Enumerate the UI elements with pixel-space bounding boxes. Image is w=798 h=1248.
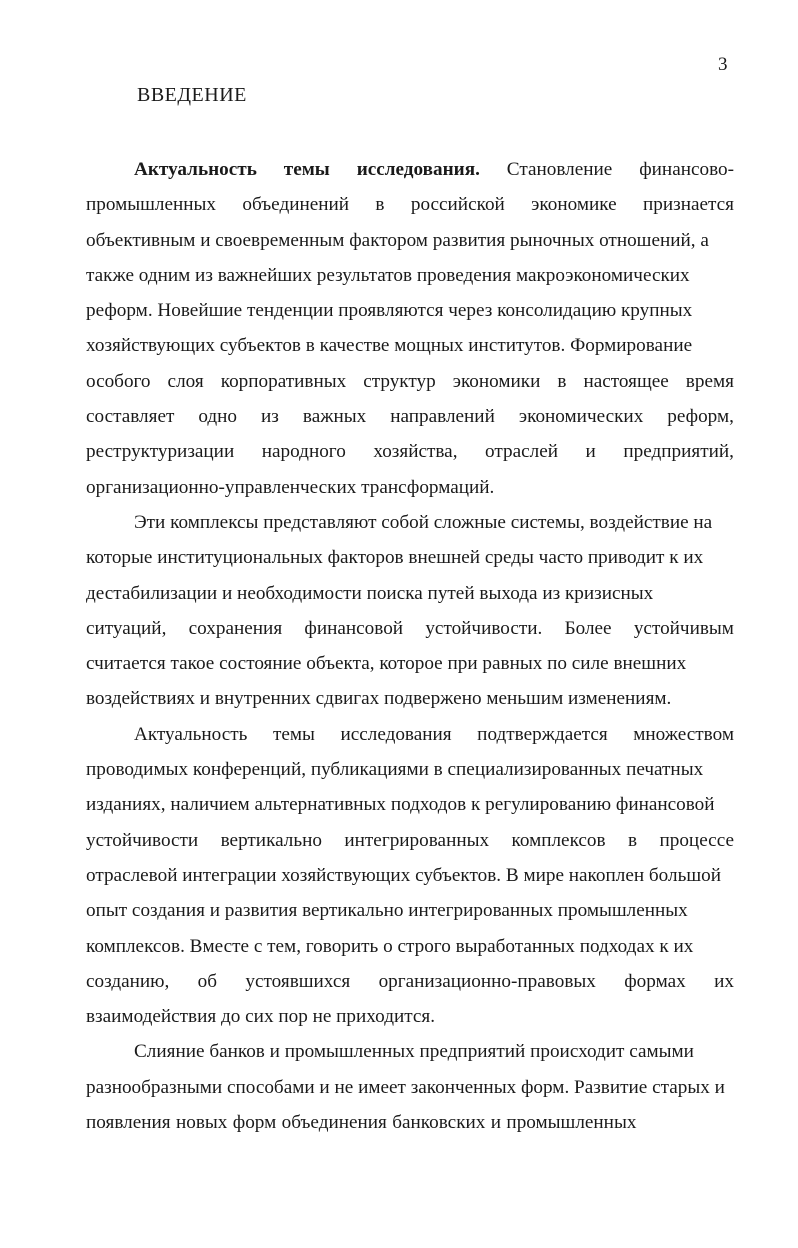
word: и: [585, 441, 596, 463]
paragraph-1-line: [86, 152, 734, 187]
word: Актуальность: [134, 159, 257, 180]
word: банковских: [392, 1112, 486, 1134]
paragraph-2-line: [86, 646, 734, 681]
paragraph-3-line: [86, 929, 734, 964]
word: отраслевой интеграции хозяйствующих субъектов. В мире накоплен большой: [86, 864, 721, 886]
word: об: [197, 970, 218, 992]
word: промышленных: [86, 194, 217, 216]
word: устойчивости: [86, 829, 199, 851]
word: в: [628, 829, 638, 851]
paragraph-1-line: [86, 364, 734, 399]
word: особого: [86, 370, 151, 392]
paragraph-4-line: [86, 1070, 734, 1105]
word: созданию,: [86, 970, 170, 992]
word: подтверждается: [477, 723, 608, 745]
paragraph-1-line: [86, 223, 734, 258]
paragraph-2-line: [86, 681, 734, 716]
word: Более: [564, 617, 612, 639]
word: сохранения: [188, 617, 283, 639]
paragraph-3-line: [86, 893, 734, 928]
word: Эти комплексы представляют собой сложные системы, воздействие на: [134, 511, 713, 533]
word: устойчивым: [633, 617, 734, 639]
word: организационно-правовых: [378, 970, 596, 992]
word: разнообразными способами и не имеет законченных форм. Развитие старых и: [86, 1076, 725, 1098]
word: важных: [302, 406, 367, 428]
word: слоя: [167, 370, 204, 392]
section-heading: ВВЕДЕНИЕ: [137, 84, 247, 106]
word: реформ,: [667, 406, 734, 428]
word: организационно-управленческих трансформаций.: [86, 476, 495, 498]
word: время: [685, 370, 734, 392]
word: российской: [410, 194, 505, 216]
word: составляет: [86, 406, 175, 428]
word: реформ. Новейшие тенденции проявляются через консолидацию крупных: [86, 300, 693, 322]
word: признается: [642, 194, 734, 216]
word: в: [557, 370, 567, 392]
paragraph-3-line: [86, 752, 734, 787]
paragraph-3-line: [86, 823, 734, 858]
paragraph-3-line: [86, 787, 734, 822]
word: множеством: [633, 723, 734, 745]
word: изданиях, наличием альтернативных подходов к регулированию финансовой: [86, 794, 715, 816]
word: воздействиях и внутренних сдвигах подвержено меньшим изменениям.: [86, 688, 672, 710]
word: хозяйства,: [373, 441, 458, 463]
paragraph-2-line: [86, 611, 734, 646]
word: проводимых конференций, публикациями в специализированных печатных: [86, 759, 704, 781]
paragraph-1-line: [86, 399, 734, 434]
word: опыт создания и развития вертикально интегрированных промышленных: [86, 900, 688, 922]
word: реструктуризации: [86, 441, 235, 463]
paragraph-3-line: [86, 964, 734, 999]
word: экономике: [531, 194, 617, 216]
word: новых: [175, 1112, 228, 1134]
paragraph-1-line: [86, 187, 734, 222]
word: считается такое состояние объекта, которое при равных по силе внешних: [86, 653, 687, 675]
paragraph-1-line: [86, 434, 734, 469]
word: также одним из важнейших результатов проведения макроэкономических: [86, 264, 690, 286]
word: Становление: [506, 159, 613, 180]
word: темы: [283, 159, 330, 180]
paragraph-3-line: [86, 717, 734, 752]
paragraph-4-line: [86, 1034, 734, 1069]
word: Актуальность: [134, 723, 248, 745]
word: объединения: [281, 1112, 387, 1134]
word: финансовой: [304, 617, 404, 639]
word: направлений: [390, 406, 495, 428]
word: интегрированных: [344, 829, 490, 851]
word: народного: [261, 441, 346, 463]
word: предприятий,: [623, 441, 734, 463]
paragraph-3-line: [86, 999, 734, 1034]
word: экономики: [452, 370, 541, 392]
paragraph-1-line: [86, 470, 734, 505]
word: финансово-: [639, 159, 734, 180]
paragraph-2-line: [86, 540, 734, 575]
word: и: [490, 1112, 502, 1134]
word: которые институциональных факторов внешней среды часто приводит к их: [86, 547, 704, 569]
word: промышленных: [506, 1112, 637, 1134]
paragraph-3-line: [86, 858, 734, 893]
word: устойчивости.: [425, 617, 543, 639]
paragraph-1-line: [86, 258, 734, 293]
word: из: [261, 406, 279, 428]
word: структур: [363, 370, 436, 392]
word: появления: [86, 1112, 171, 1134]
body-text: [86, 152, 734, 1140]
paragraph-2-line: [86, 505, 734, 540]
word: экономических: [518, 406, 644, 428]
word: процессе: [659, 829, 734, 851]
word: ситуаций,: [86, 617, 167, 639]
paragraph-4-line: [86, 1105, 734, 1140]
paragraph-1-line: [86, 328, 734, 363]
word: дестабилизации и необходимости поиска путей выхода из кризисных: [86, 582, 654, 604]
word: темы: [272, 723, 315, 745]
word: объединений: [242, 194, 350, 216]
word: формах: [624, 970, 686, 992]
word: хозяйствующих субъектов в качестве мощных институтов. Формирование: [86, 335, 693, 357]
word: их: [714, 970, 734, 992]
word: настоящее: [583, 370, 669, 392]
word: объективным и своевременным фактором развития рыночных отношений, а: [86, 229, 709, 251]
word: взаимодействия до сих пор не приходится.: [86, 1006, 435, 1028]
word: форм: [232, 1112, 277, 1134]
paragraph-2-line: [86, 576, 734, 611]
word: одно: [198, 406, 238, 428]
word: исследования.: [356, 159, 480, 180]
word: вертикально: [220, 829, 322, 851]
word: комплексов: [511, 829, 606, 851]
word: в: [375, 194, 385, 216]
word: отраслей: [485, 441, 558, 463]
word: устоявшихся: [245, 970, 351, 992]
word: корпоративных: [220, 370, 347, 392]
paragraph-1-line: [86, 293, 734, 328]
word: исследования: [340, 723, 452, 745]
word: Слияние банков и промышленных предприятий происходит самыми: [134, 1041, 694, 1063]
page-number: 3: [718, 54, 728, 75]
word: комплексов. Вместе с тем, говорить о строго выработанных подходах к их: [86, 935, 694, 957]
